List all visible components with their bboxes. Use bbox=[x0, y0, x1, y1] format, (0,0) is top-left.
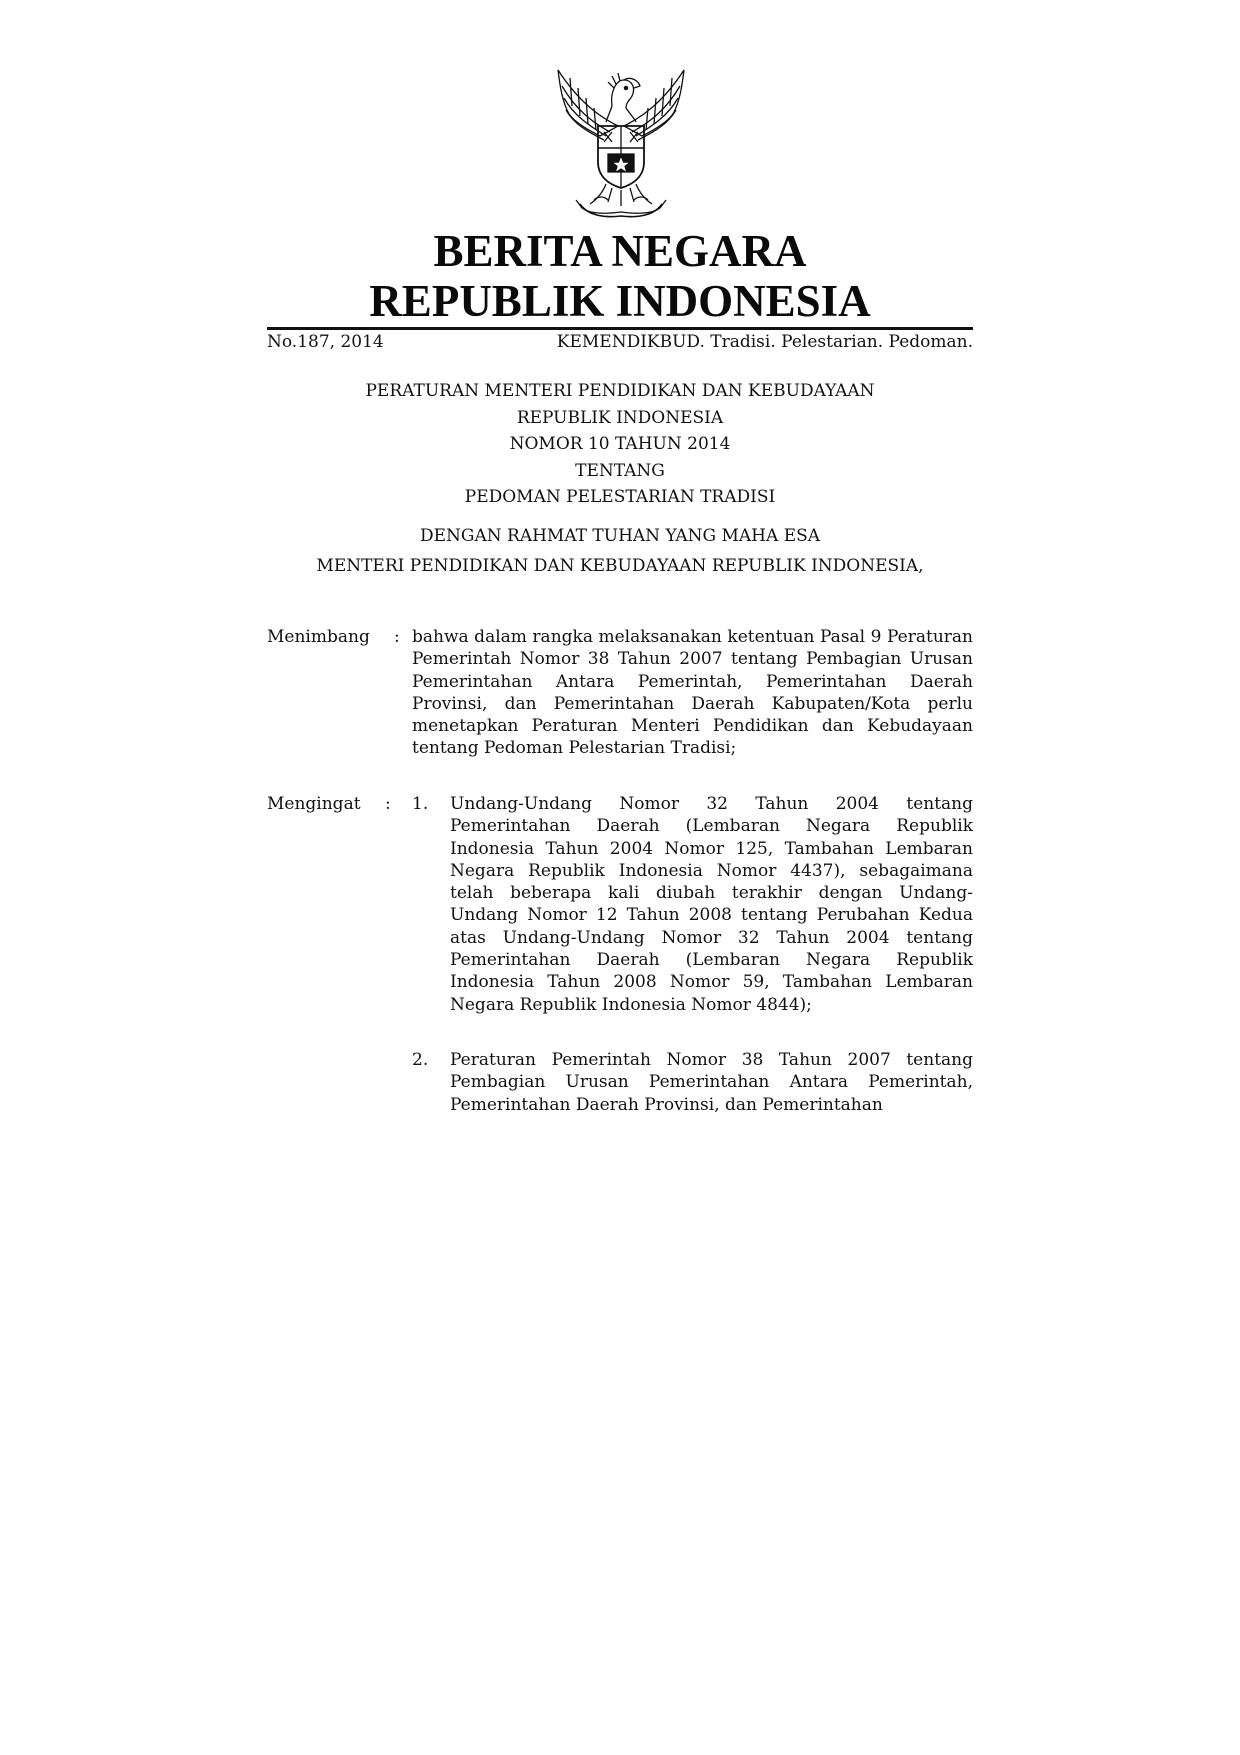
list-item-text: Peraturan Pemerintah Nomor 38 Tahun 2007 tentang Pembagian Urusan Pemerintahan Antara Pemerintah, Pemerintahan Daerah Provinsi, dan Pemerintahan bbox=[450, 1050, 973, 1115]
masthead-title-line1: BERITA NEGARA bbox=[433, 226, 807, 276]
invocation bbox=[267, 523, 973, 579]
list-item-text: Undang-Undang Nomor 32 Tahun 2004 tentang Pemerintahan Daerah (Lembaran Negara Republik Indonesia Tahun 2004 Nomor 125, Tambahan Lembaran Negara Republik Indonesia Nomor 4437), sebagaimana telah beberapa kali diubah terakhir dengan Undang-Undang Nomor 12 Tahun 2008 tentang Perubahan Kedua atas Undang-Undang Nomor 32 Tahun 2004 tentang Pemerintahan Daerah (Lembaran Negara Republik Indonesia Tahun 2008 Nomor 59, Tambahan Lembaran Negara Republik Indonesia Nomor 4844); bbox=[450, 794, 973, 1015]
list-item-number: 2. bbox=[412, 1050, 429, 1070]
regulation-title bbox=[267, 378, 973, 511]
masthead-title-line2: REPUBLIK INDONESIA bbox=[369, 276, 871, 326]
menimbang-colon: : bbox=[394, 627, 400, 647]
invocation-line: MENTERI PENDIDIKAN DAN KEBUDAYAAN REPUBLIK INDONESIA, bbox=[316, 555, 924, 576]
title-line: PERATURAN MENTERI PENDIDIKAN DAN KEBUDAYAAN bbox=[365, 381, 875, 401]
garuda-emblem-icon bbox=[550, 66, 692, 220]
invocation-line: DENGAN RAHMAT TUHAN YANG MAHA ESA bbox=[419, 526, 821, 546]
title-line: TENTANG bbox=[575, 460, 665, 481]
issue-number: No.187, 2014 bbox=[267, 332, 384, 352]
title-line: NOMOR 10 TAHUN 2014 bbox=[509, 434, 731, 454]
list-item-number: 1. bbox=[412, 794, 429, 814]
issue-subject: KEMENDIKBUD. Tradisi. Pelestarian. Pedoman. bbox=[556, 332, 973, 352]
masthead-divider bbox=[267, 327, 973, 330]
menimbang-label: Menimbang bbox=[267, 627, 370, 647]
title-line: REPUBLIK INDONESIA bbox=[516, 407, 724, 428]
menimbang-text: bahwa dalam rangka melaksanakan ketentuan Pasal 9 Peraturan Pemerintah Nomor 38 Tahun 2007 tentang Pembagian Urusan Pemerintahan Antara Pemerintah, Pemerintahan Daerah Provinsi, dan Pemerintahan Daerah Kabupaten/Kota perlu menetapkan Peraturan Menteri Pendidikan dan Kebudayaan tentang Pedoman Pelestarian Tradisi; bbox=[412, 627, 973, 759]
mengingat-colon: : bbox=[385, 794, 391, 814]
mengingat-label: Mengingat bbox=[267, 794, 361, 814]
title-line: PEDOMAN PELESTARIAN TRADISI bbox=[464, 487, 776, 507]
issue-info bbox=[267, 331, 973, 353]
